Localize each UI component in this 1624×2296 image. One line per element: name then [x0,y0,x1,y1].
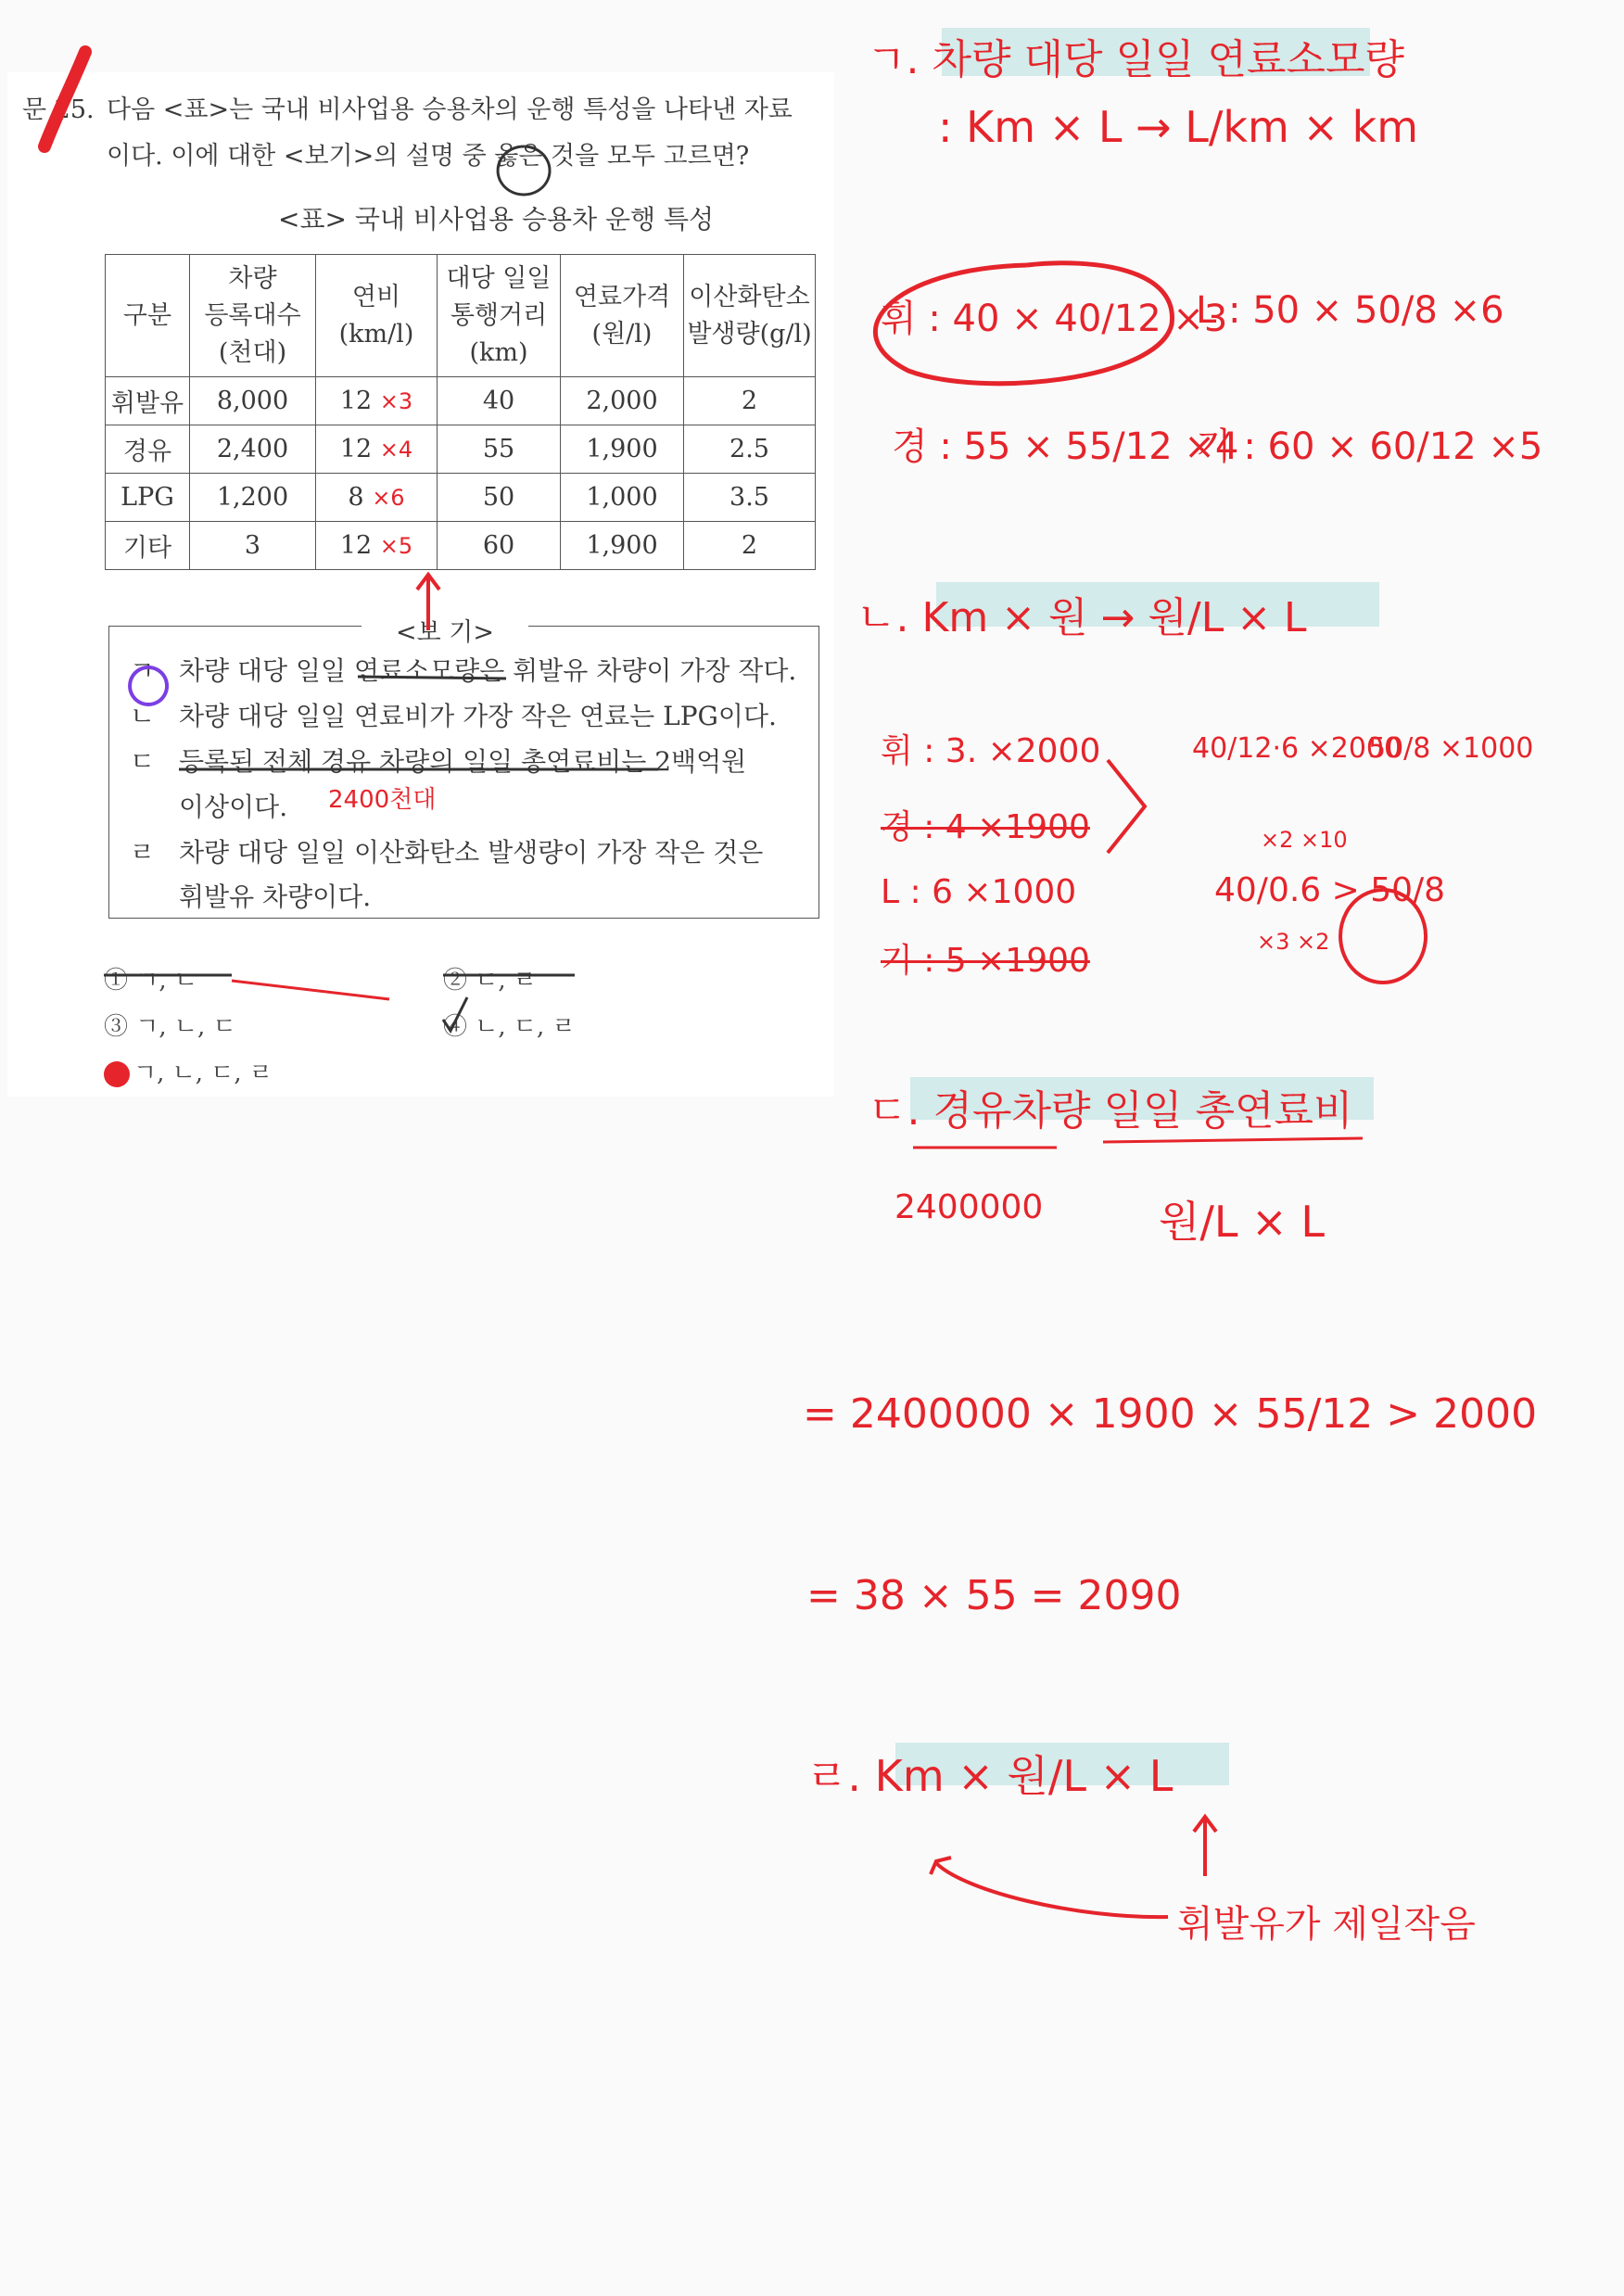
cell: 1,900 [561,425,684,474]
note-a-hwi: 휘 : 40 × 40/12 ×3 [881,298,1228,340]
cell: 8 ×6 [316,474,438,522]
arrow-curve-km [931,1858,1168,1917]
cell: 12 ×4 [316,425,438,474]
note-a-L: L : 50 × 50/8 ×6 [1196,289,1504,332]
note-c-heading: ㄷ. 경유차량 일일 총연료비 [868,1087,1353,1135]
header-distance: 대당 일일 통행거리 (km) [438,255,561,377]
question-slash-mark [44,52,85,146]
note-d-heading: ㄹ. Km × 원/L × L [806,1751,1174,1801]
note-a-gi: 기 : 60 × 60/12 ×5 [1196,425,1543,468]
note-a-gyeong: 경 : 55 × 55/12 ×4 [892,425,1239,468]
bogi-marker-b: ㄴ [130,701,156,731]
note-c-value: 2400000 [894,1188,1044,1226]
bogi-item-a: 차량 대당 일일 연료소모량은 휘발유 차량이 가장 작다. [179,655,797,686]
cell: 휘발유 [106,377,190,425]
note-a-heading: ㄱ. 차량 대당 일일 연료소모량 [867,36,1404,83]
circle-oreun [498,146,550,195]
header-registered: 차량 등록대수 (천대) [190,255,316,377]
question-line-1: 다음 <표>는 국내 비사업용 승용차의 운행 특성을 나타낸 자료 [107,95,793,124]
header-efficiency: 연비 (km/l) [316,255,438,377]
cell: 2 [684,377,816,425]
note-c-result: = 38 × 55 = 2090 [806,1572,1182,1619]
note-b-L: L : 6 ×1000 [881,873,1077,911]
cell: 1,000 [561,474,684,522]
table-title: <표> 국내 비사업용 승용차 운행 특성 [278,204,715,235]
note-c-formula: 원/L × L [1159,1197,1325,1247]
note-b-heading: ㄴ. Km × 원 → 원/L × L [856,594,1307,641]
choice-2[interactable]: ② ㄷ, ㄹ [443,967,538,995]
annotation-2400: 2400천대 [328,786,437,814]
bogi-title: <보 기> [362,612,528,648]
bogi-marker-a: ㄱ [130,655,156,686]
cell: 기타 [106,522,190,570]
check-choice-4 [443,997,467,1031]
circle-50-8 [1340,890,1426,983]
bogi-marker-c: ㄷ [130,746,156,777]
note-b-right-3: 40/0.6 > 50/8 [1214,871,1446,909]
cell: 2,000 [561,377,684,425]
cell: 3 [190,522,316,570]
cell: LPG [106,474,190,522]
cell: 60 [438,522,561,570]
cell: 40 [438,377,561,425]
cell: 8,000 [190,377,316,425]
note-c-calc: = 2400000 × 1900 × 55/12 > 2000 [803,1390,1538,1438]
header-category: 구분 [106,255,190,377]
note-b-gi: 기 : 5 ×1900 [881,942,1090,980]
cell: 2 [684,522,816,570]
cell: 경유 [106,425,190,474]
red-line-choice-1 [232,981,389,999]
bogi-item-c-cont: 이상이다. [179,792,288,822]
header-co2: 이산화탄소 발생량(g/l) [684,255,816,377]
purple-circle-a [130,667,167,704]
bogi-marker-d: ㄹ [130,837,156,868]
choice-1[interactable]: ① ㄱ, ㄴ [104,967,198,995]
choice-5[interactable]: ㄱ, ㄴ, ㄷ, ㄹ [104,1054,273,1088]
bogi-item-d-cont: 휘발유 차량이다. [179,882,372,912]
note-d-note: 휘발유가 제일작음 [1177,1903,1476,1946]
choice-4[interactable]: ④ ㄴ, ㄷ, ㄹ [443,1013,576,1041]
cell: 1,900 [561,522,684,570]
question-number: 문 25. [22,95,95,124]
note-b-right-4: ×2 ×10 [1261,827,1348,853]
note-a-formula: : Km × L → L/km × km [938,102,1419,152]
underline-diesel [913,1138,1363,1148]
big-arrow [1108,760,1145,853]
cell: 3.5 [684,474,816,522]
cell: 12 ×5 [316,522,438,570]
note-b-right-5: ×3 ×2 [1257,929,1330,955]
underline-fuel [358,677,506,679]
question-line-2: 이다. 이에 대한 <보기>의 설명 중 옳은 것을 모두 고르면? [107,142,750,171]
note-b-right-2: 50/8 ×1000 [1368,732,1534,765]
header-price: 연료가격 (원/l) [561,255,684,377]
cell: 2,400 [190,425,316,474]
cell: 50 [438,474,561,522]
cell: 55 [438,425,561,474]
choice-3[interactable]: ③ ㄱ, ㄴ, ㄷ [104,1013,236,1041]
arrow-up-L [1194,1817,1216,1876]
bogi-item-c: 등록된 전체 경유 차량의 일일 총연료비는 2백억원 [179,746,747,777]
bogi-item-b: 차량 대당 일일 연료비가 가장 작은 연료는 LPG이다. [179,701,777,731]
note-b-gyeong: 경 : 4 ×1900 [881,808,1090,846]
note-b-right-1: 40/12·6 ×2000 [1192,732,1402,765]
cell: 2.5 [684,425,816,474]
note-b-hwi: 휘 : 3. ×2000 [881,732,1101,770]
bogi-item-d: 차량 대당 일일 이산화탄소 발생량이 가장 작은 것은 [179,837,764,868]
cell: 12 ×3 [316,377,438,425]
cell: 1,200 [190,474,316,522]
arrow-up [417,575,439,630]
circle-hwi [875,263,1172,384]
